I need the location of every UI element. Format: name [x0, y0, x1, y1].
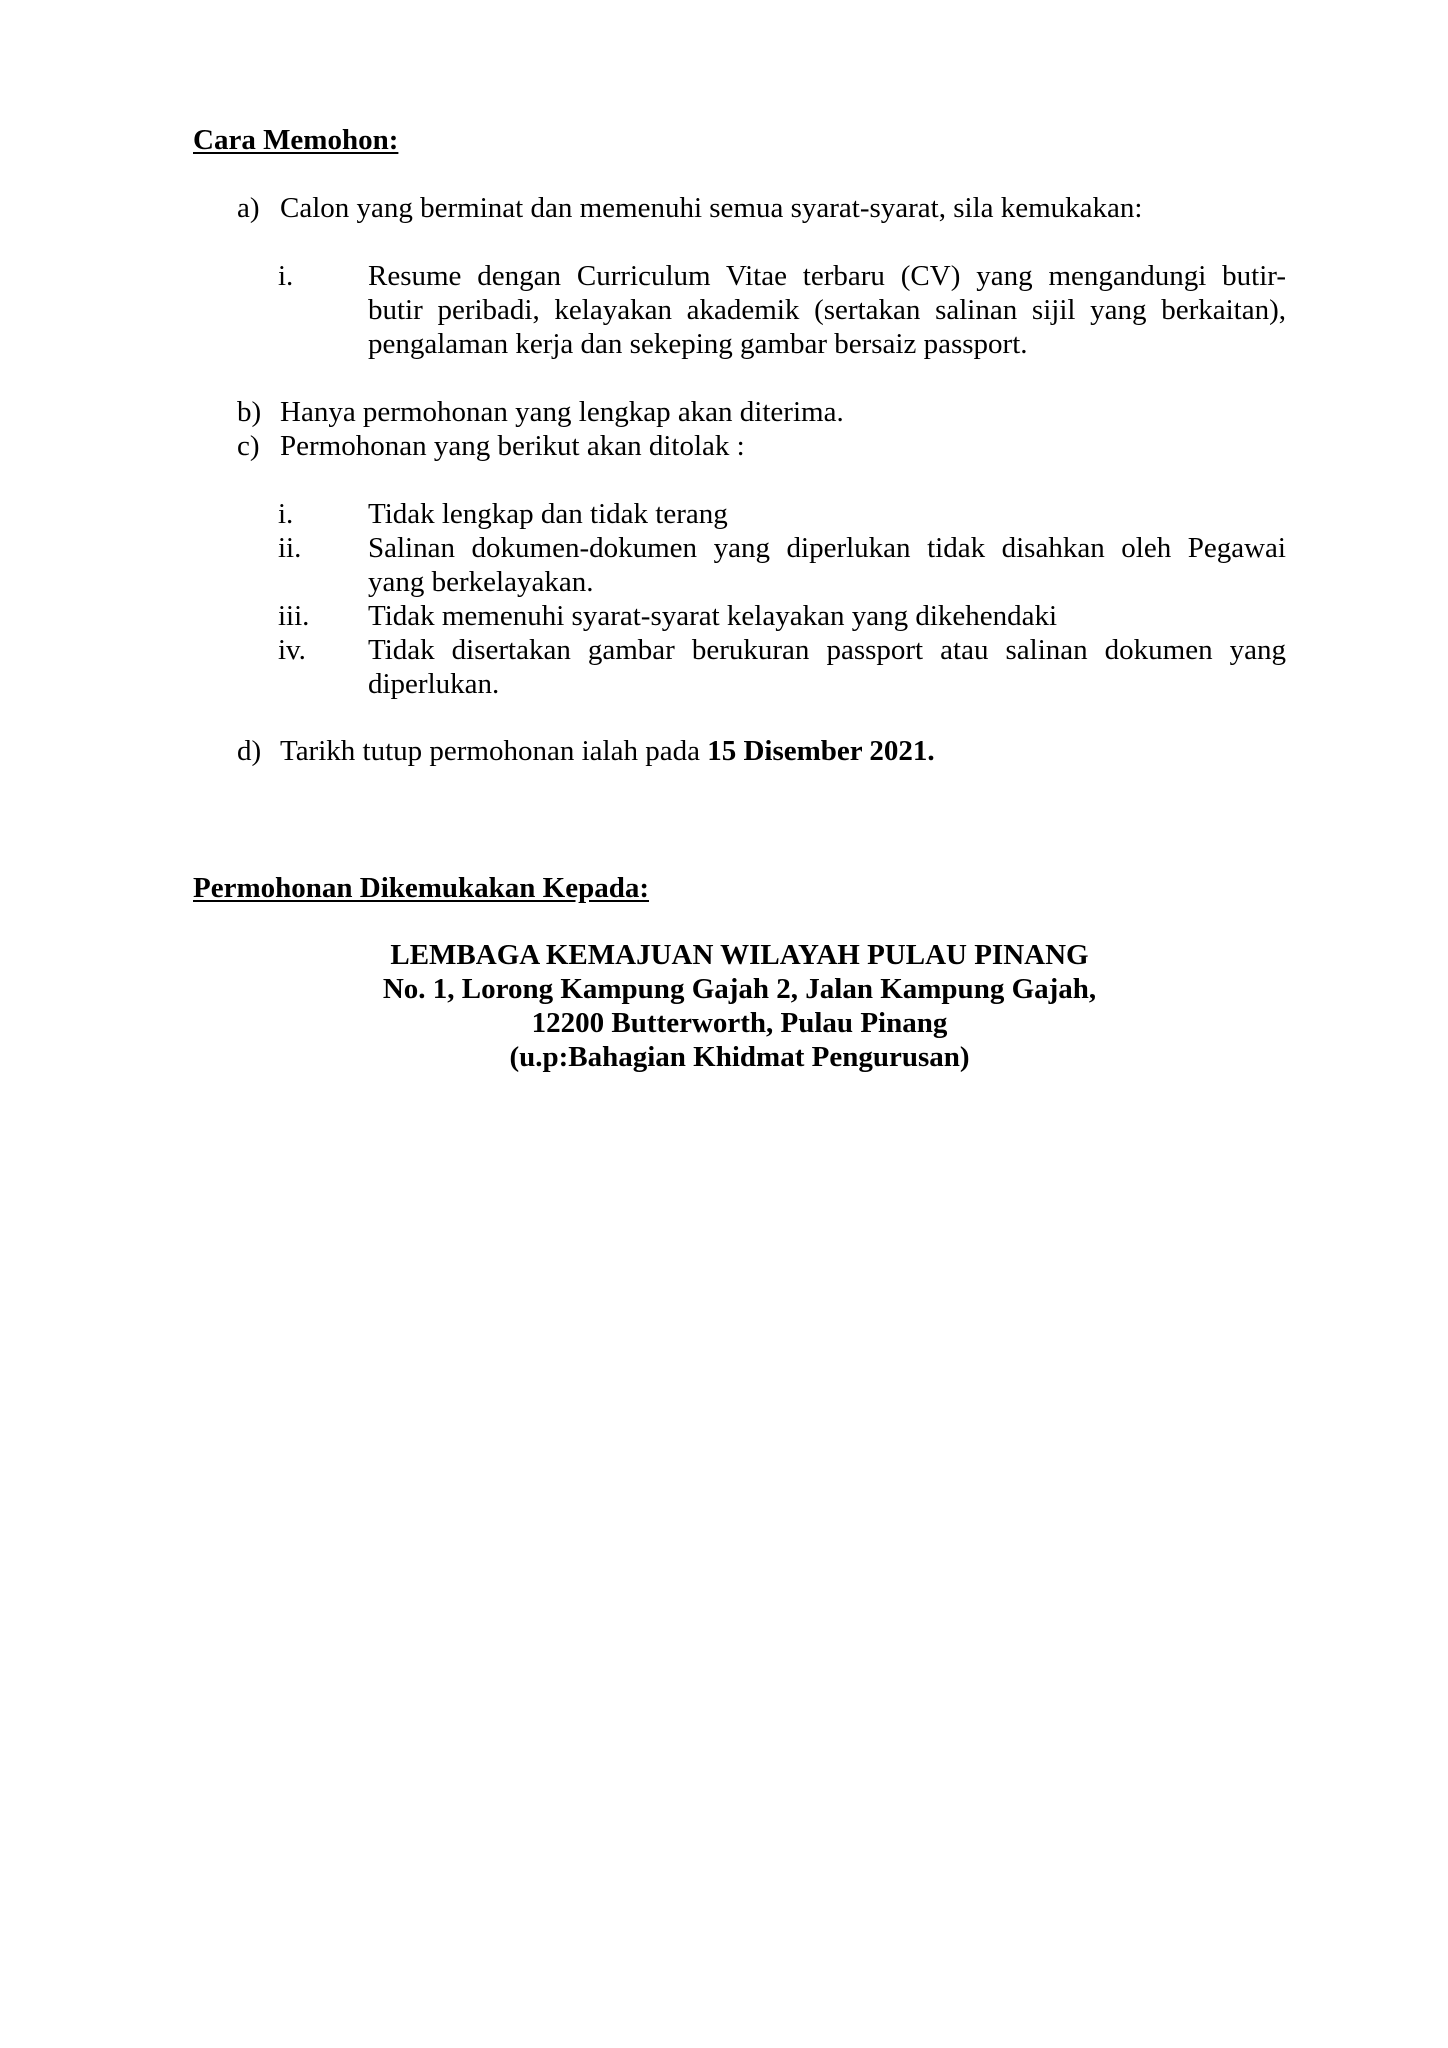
text-line: Salinan dokumen-dokumen yang diperlukan tidak disahkan oleh Pegawai — [368, 532, 1286, 564]
list-marker: a) — [237, 192, 260, 224]
list-item-b — [0, 395, 1448, 429]
sub-item-text — [368, 497, 1286, 531]
list-item-text — [280, 734, 935, 768]
list-item-text: Calon yang berminat dan memenuhi semua syarat-syarat, sila kemukakan: — [280, 192, 1143, 224]
sub-list-marker: iv. — [278, 634, 306, 666]
text-line: Tidak disertakan gambar berukuran passport atau salinan dokumen yang — [368, 634, 1286, 666]
sub-item-c-ii — [0, 531, 1448, 598]
closing-date-value: 15 Disember 2021. — [707, 735, 935, 767]
sub-item-c-iv — [0, 633, 1448, 700]
sub-list-marker: ii. — [278, 532, 302, 564]
list-item-d — [0, 734, 1448, 768]
sub-item-c-i — [0, 497, 1448, 531]
sub-item-text — [368, 599, 1286, 633]
closing-date-label: Tarikh tutup permohonan ialah pada — [280, 735, 700, 767]
sub-list-marker: i. — [278, 498, 294, 530]
list-marker: b) — [237, 396, 262, 428]
sub-list-marker: i. — [278, 260, 294, 292]
text-line: butir peribadi, kelayakan akademik (sertakan salinan sijil yang berkaitan), — [368, 294, 1286, 326]
address-line-city: 12200 Butterworth, Pulau Pinang — [531, 1007, 948, 1039]
section-heading-permohonan: Permohonan Dikemukakan Kepada: — [193, 872, 650, 904]
text-line: Resume dengan Curriculum Vitae terbaru (CV) yang mengandungi butir- — [368, 260, 1286, 292]
sub-item-text — [368, 531, 1286, 599]
text-line: Tidak memenuhi syarat-syarat kelayakan yang dikehendaki — [368, 600, 1058, 632]
list-item-c — [0, 429, 1448, 463]
sub-item-text — [368, 259, 1286, 361]
list-item-text: Permohonan yang berikut akan ditolak : — [280, 430, 745, 462]
address-line-street: No. 1, Lorong Kampung Gajah 2, Jalan Kampung Gajah, — [382, 973, 1097, 1005]
address-block — [193, 938, 1286, 1074]
text-line: diperlukan. — [368, 668, 500, 700]
text-line: pengalaman kerja dan sekeping gambar bersaiz passport. — [368, 328, 1028, 360]
list-marker: d) — [237, 735, 262, 767]
text-line: yang berkelayakan. — [368, 566, 594, 598]
text-line: Tidak lengkap dan tidak terang — [368, 498, 728, 530]
list-marker: c) — [237, 430, 260, 462]
address-line-attention: (u.p:Bahagian Khidmat Pengurusan) — [509, 1041, 970, 1073]
sub-item-c-iii — [0, 599, 1448, 633]
section-heading-cara-memohon: Cara Memohon: — [193, 124, 399, 156]
address-line-organization: LEMBAGA KEMAJUAN WILAYAH PULAU PINANG — [390, 939, 1089, 971]
list-item-text: Hanya permohonan yang lengkap akan diterima. — [280, 396, 844, 428]
list-item-a — [0, 191, 1448, 225]
sub-item-a-i — [0, 259, 1448, 360]
sub-item-text — [368, 633, 1286, 701]
sub-list-marker: iii. — [278, 600, 310, 632]
